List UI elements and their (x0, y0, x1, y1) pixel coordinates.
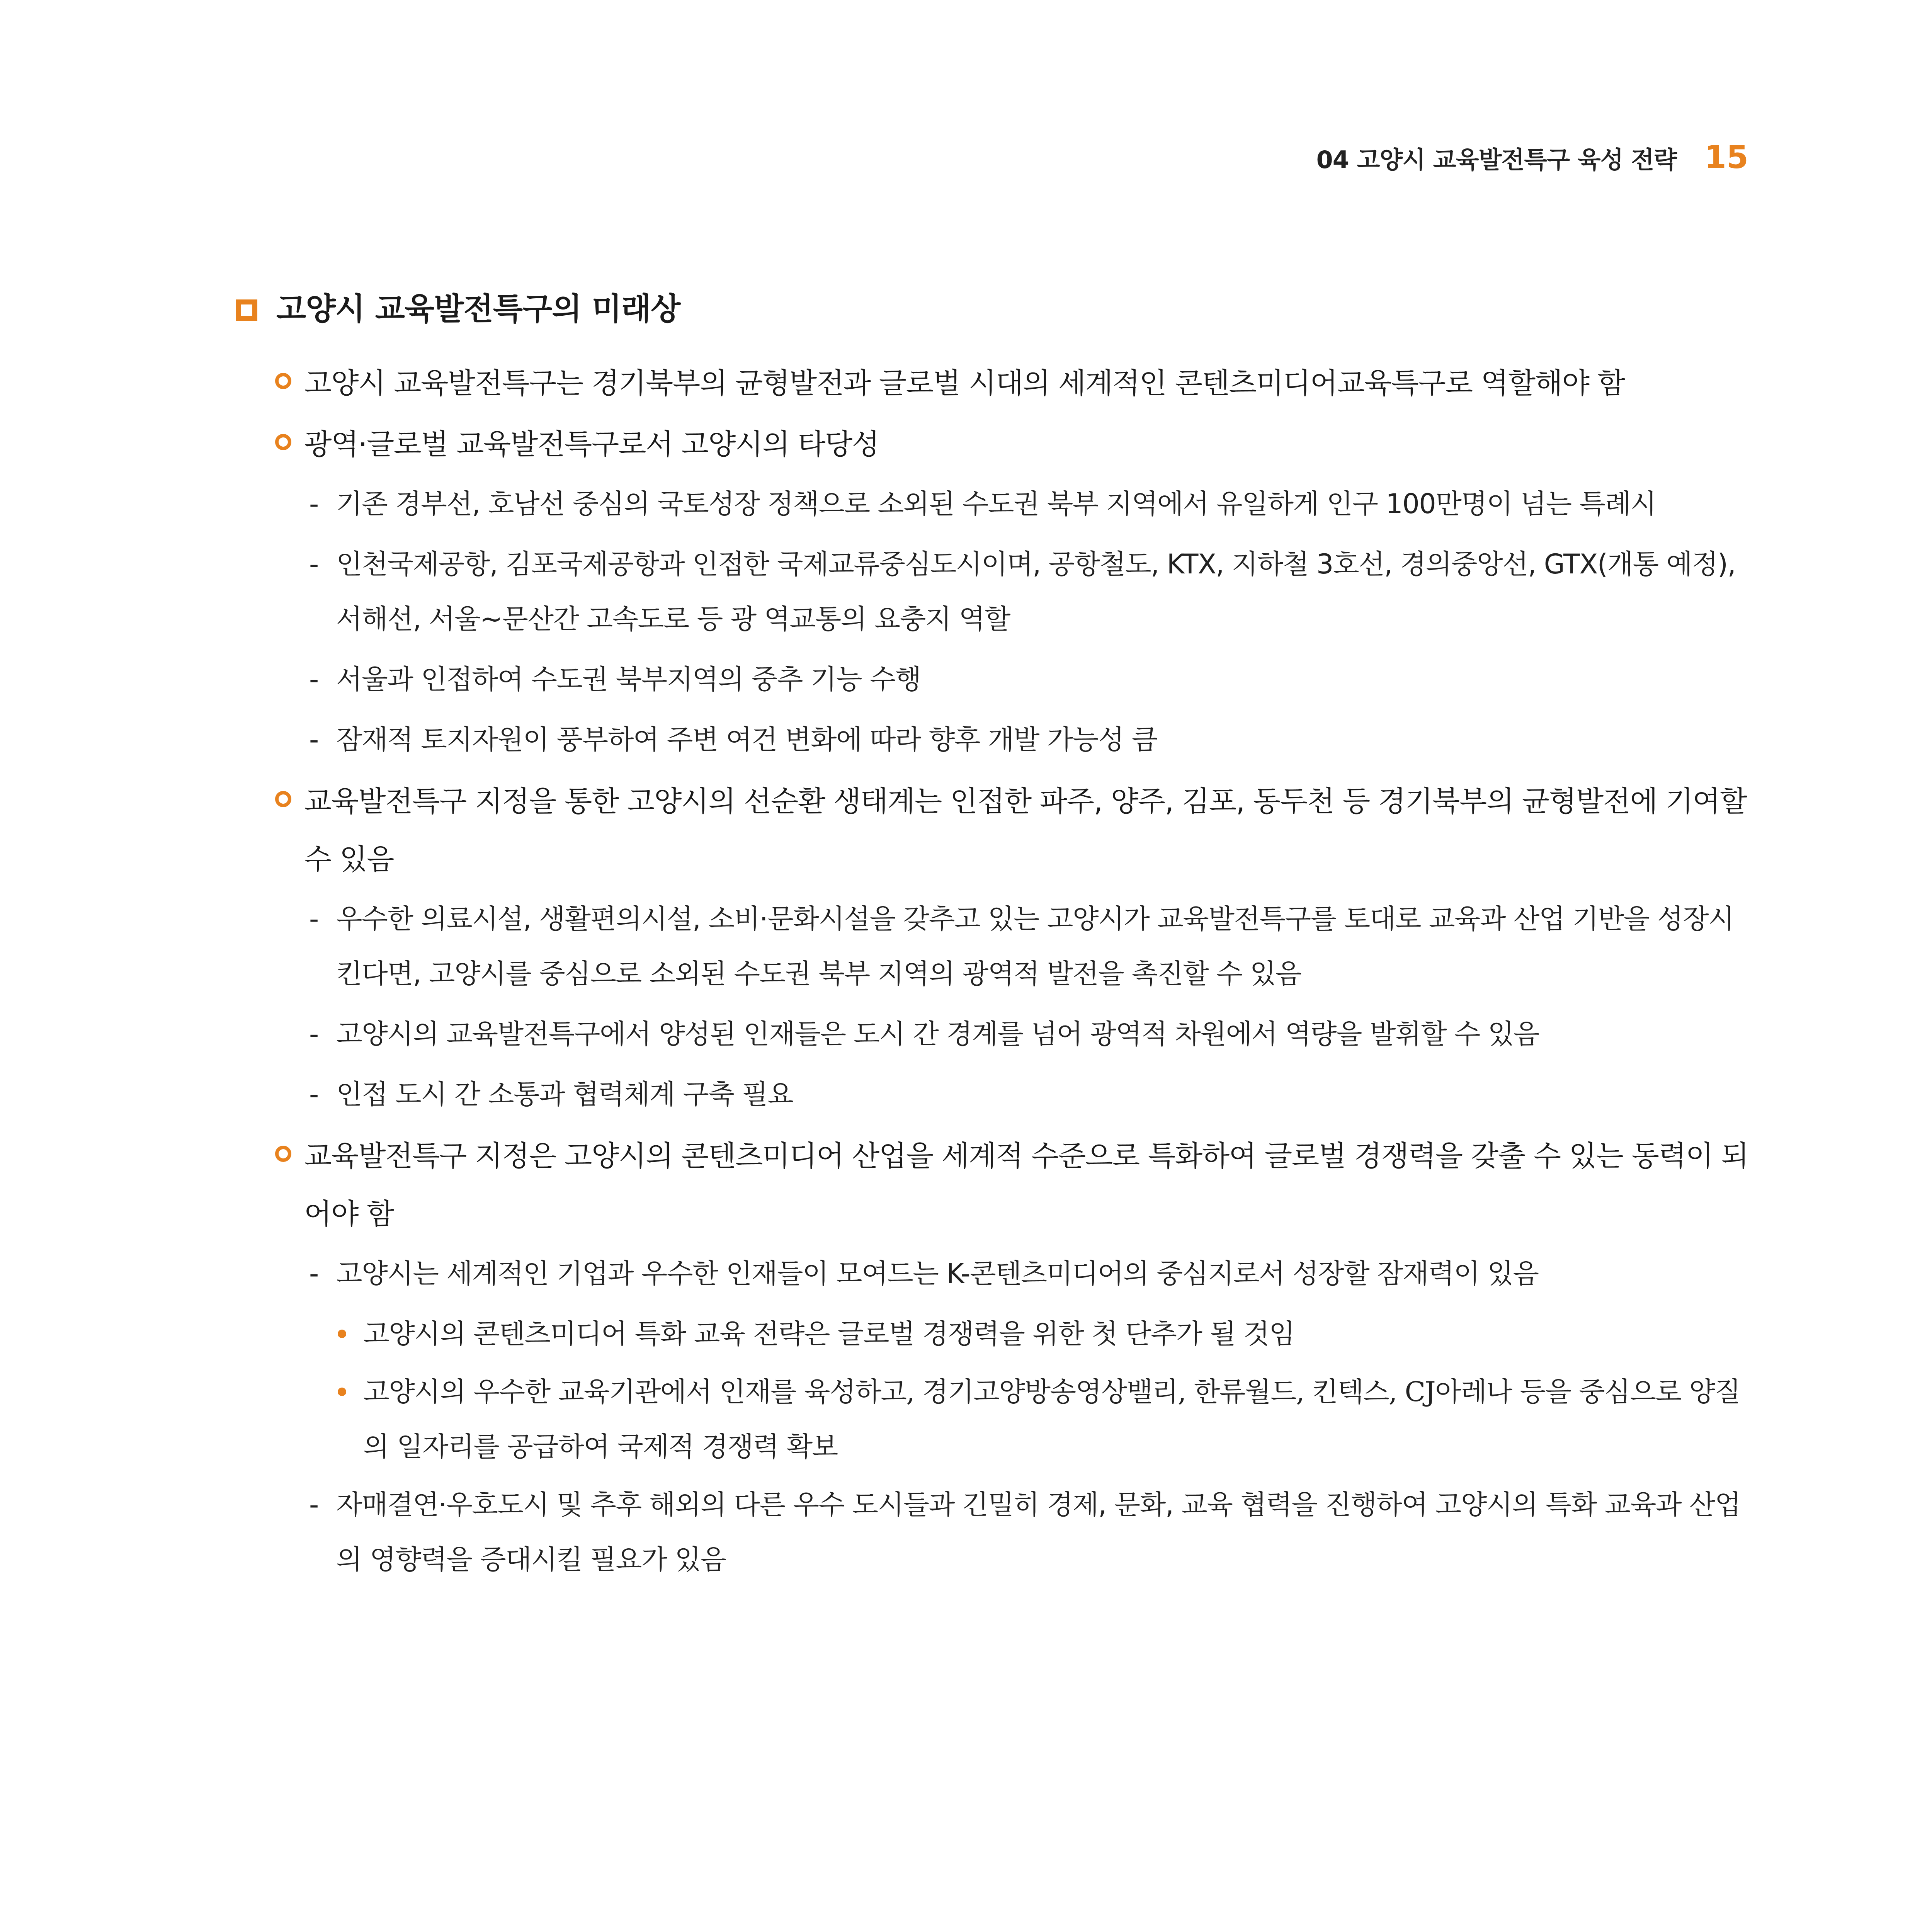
circle-bullet-icon (275, 1146, 291, 1162)
main-point-text: 광역·글로벌 교육발전특구로서 고양시의 타당성 (304, 428, 879, 461)
dash-bullet-icon: - (309, 1078, 318, 1110)
sub-point (309, 537, 1748, 646)
running-header (1316, 139, 1748, 176)
dash-bullet-icon: - (309, 548, 318, 580)
dot-bullet-icon (338, 1388, 346, 1396)
main-point-text: 교육발전특구 지정을 통한 고양시의 선순환 생태계는 인접한 파주, 양주, 김포, 동두천 등 경기북부의 균형발전에 기여할 수 있음 (304, 785, 1747, 876)
sub-point-text: 고양시는 세계적인 기업과 우수한 인재들이 모여드는 K-콘텐츠미디어의 중심지로서 성장할 잠재력이 있음 (336, 1258, 1539, 1289)
dash-bullet-icon: - (309, 1489, 318, 1520)
sub-point (309, 1007, 1748, 1061)
sub-point-text: 자매결연·우호도시 및 추후 해외의 다른 우수 도시들과 긴밀히 경제, 문화, 교육 협력을 진행하여 고양시의 특화 교육과 산업의 영향력을 증대시킬 필요가 있음 (336, 1489, 1741, 1575)
sub-point (309, 476, 1748, 531)
sub-point (309, 652, 1748, 707)
circle-bullet-icon (275, 791, 291, 807)
dash-bullet-icon: - (309, 903, 318, 935)
sub-point-text: 잠재적 토지자원이 풍부하여 주변 여건 변화에 따라 향후 개발 가능성 큼 (336, 724, 1157, 755)
document-body (236, 288, 1748, 1592)
circle-bullet-icon (275, 434, 291, 450)
sub-point (309, 891, 1748, 1001)
main-point (275, 415, 1748, 473)
dot-bullet-icon (338, 1330, 346, 1338)
page-number: 15 (1704, 139, 1748, 176)
main-point (275, 772, 1748, 888)
sub-point (309, 1477, 1748, 1587)
detail-point-text: 고양시의 우수한 교육기관에서 인재를 육성하고, 경기고양방송영상밸리, 한류월드, 킨텍스, CJ아레나 등을 중심으로 양질의 일자리를 공급하여 국제적 경쟁력 확보 (363, 1376, 1740, 1463)
detail-point (336, 1364, 1748, 1474)
circle-bullet-icon (275, 373, 291, 389)
sub-point-text: 인접 도시 간 소통과 협력체계 구축 필요 (336, 1078, 793, 1110)
dash-bullet-icon: - (309, 1258, 318, 1289)
main-point (275, 1127, 1748, 1243)
sub-point-text: 기존 경부선, 호남선 중심의 국토성장 정책으로 소외된 수도권 북부 지역에서 유일하게 인구 100만명이 넘는 특례시 (336, 488, 1656, 520)
main-point-text: 고양시 교육발전특구는 경기북부의 균형발전과 글로벌 시대의 세계적인 콘텐츠미디어교육특구로 역할해야 함 (304, 367, 1625, 400)
sub-point (309, 712, 1748, 767)
detail-point-text: 고양시의 콘텐츠미디어 특화 교육 전략은 글로벌 경쟁력을 위한 첫 단추가 될 것임 (363, 1318, 1295, 1350)
section-title-text: 고양시 교육발전특구의 미래상 (276, 291, 680, 327)
section-heading (236, 288, 1748, 330)
sub-point (309, 1067, 1748, 1122)
sub-point-text: 서울과 인접하여 수도권 북부지역의 중추 기능 수행 (336, 663, 921, 695)
running-title: 04 고양시 교육발전특구 육성 전략 (1316, 146, 1677, 174)
sub-point (309, 1246, 1748, 1301)
dash-bullet-icon: - (309, 663, 318, 695)
main-point-text: 교육발전특구 지정은 고양시의 콘텐츠미디어 산업을 세계적 수준으로 특화하여 글로벌 경쟁력을 갖출 수 있는 동력이 되어야 함 (304, 1139, 1748, 1231)
sub-point-text: 인천국제공항, 김포국제공항과 인접한 국제교류중심도시이며, 공항철도, KTX, 지하철 3호선, 경의중앙선, GTX(개통 예정), 서해선, 서울~문산간 고속도로 등 광 역교통의 요충지 역할 (336, 548, 1736, 635)
dash-bullet-icon: - (309, 488, 318, 520)
sub-point-text: 우수한 의료시설, 생활편의시설, 소비·문화시설을 갖추고 있는 고양시가 교육발전특구를 토대로 교육과 산업 기반을 성장시킨다면, 고양시를 중심으로 소외된 수도권 북부 지역의 광역적 발전을 촉진할 수 있음 (336, 903, 1734, 990)
dash-bullet-icon: - (309, 1018, 318, 1050)
dash-bullet-icon: - (309, 724, 318, 755)
square-bullet-icon (236, 299, 257, 321)
sub-point-text: 고양시의 교육발전특구에서 양성된 인재들은 도시 간 경계를 넘어 광역적 차원에서 역량을 발휘할 수 있음 (336, 1018, 1539, 1050)
detail-point (336, 1306, 1748, 1361)
main-point (275, 354, 1748, 412)
